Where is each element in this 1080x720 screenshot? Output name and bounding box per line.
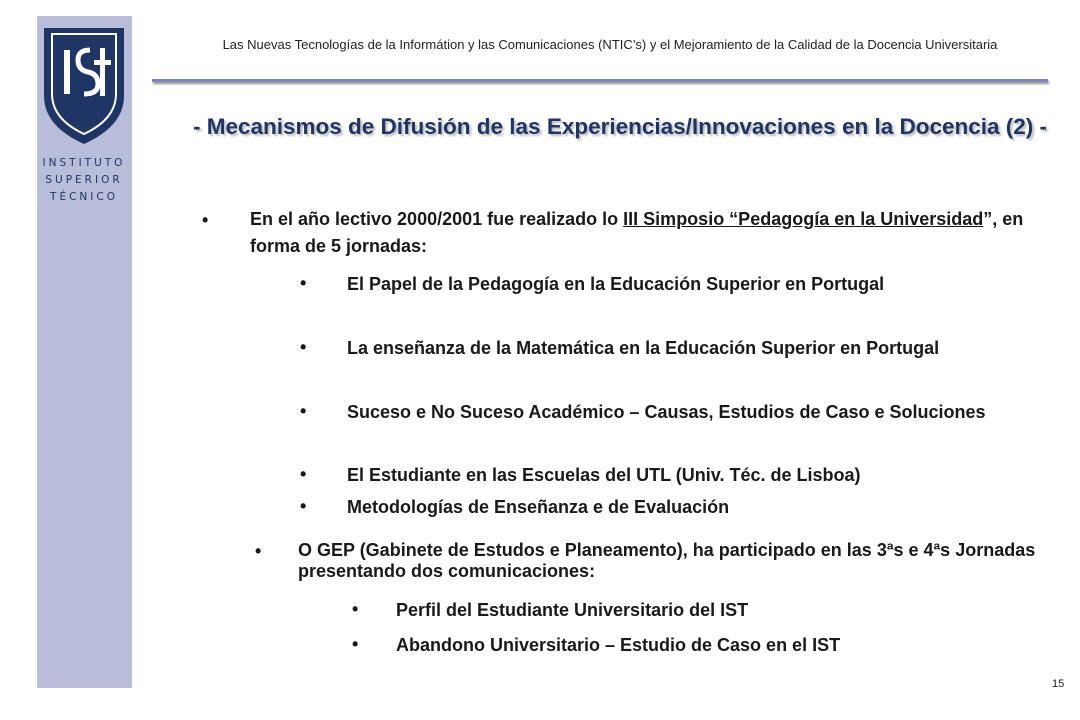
bullet-1-post: ”, en forma de 5 jornadas: <box>250 209 1024 256</box>
bullet-1-text <box>250 206 1040 260</box>
bullet-dot: • <box>352 599 359 619</box>
sub-bullet-1-1: El Papel de la Pedagogía en la Educación Superior en Portugal <box>347 274 885 294</box>
bullet-dot: • <box>202 210 209 230</box>
bullet-dot: • <box>300 273 307 293</box>
logo-line-3: TÉCNICO <box>50 191 118 203</box>
sub-bullet-1-4: El Estudiante en las Escuelas del UTL (Univ. Téc. de Lisboa) <box>347 465 861 485</box>
page-number: 15 <box>1052 678 1065 690</box>
sub-bullet-1-2: La enseñanza de la Matemática en la Educación Superior en Portugal <box>347 338 940 358</box>
logo-line-2: SUPERIOR <box>45 174 123 186</box>
bullet-1-pre: En el año lectivo 2000/2001 fue realizado lo <box>250 209 624 229</box>
sub-bullet-2-2: Abandono Universitario – Estudio de Caso en el IST <box>396 635 841 655</box>
bullet-dot: • <box>300 401 307 421</box>
logo-line-1: INSTITUTO <box>42 157 126 169</box>
bullet-dot: • <box>352 634 359 654</box>
bullet-dot: • <box>255 541 262 561</box>
bullet-dot: • <box>300 496 307 516</box>
sub-bullet-1-5: Metodologías de Enseñanza e de Evaluación <box>347 497 730 517</box>
bullet-dot: • <box>300 464 307 484</box>
sub-bullet-2-1: Perfil del Estudiante Universitario del IST <box>396 600 749 620</box>
bullet-2-text: O GEP (Gabinete de Estudos e Planeamento), ha participado en las 3ªs e 4ªs Jornadas presentando dos comunicaciones: <box>298 540 1036 581</box>
header-text: Las Nuevas Tecnologías de la Informátion y las Comunicaciones (NTIC’s) y el Mejoramiento de la Calidad de la Docencia Universitaria <box>222 37 998 52</box>
symposium-link[interactable]: III Simposio “Pedagogía en la Universidad <box>623 209 984 229</box>
sub-bullet-1-3: Suceso e No Suceso Académico – Causas, Estudios de Caso e Soluciones <box>347 402 986 422</box>
slide-title: - Mecanismos de Difusión de las Experiencias/Innovaciones en la Docencia (2) - <box>192 114 1048 139</box>
bullet-dot: • <box>300 337 307 357</box>
